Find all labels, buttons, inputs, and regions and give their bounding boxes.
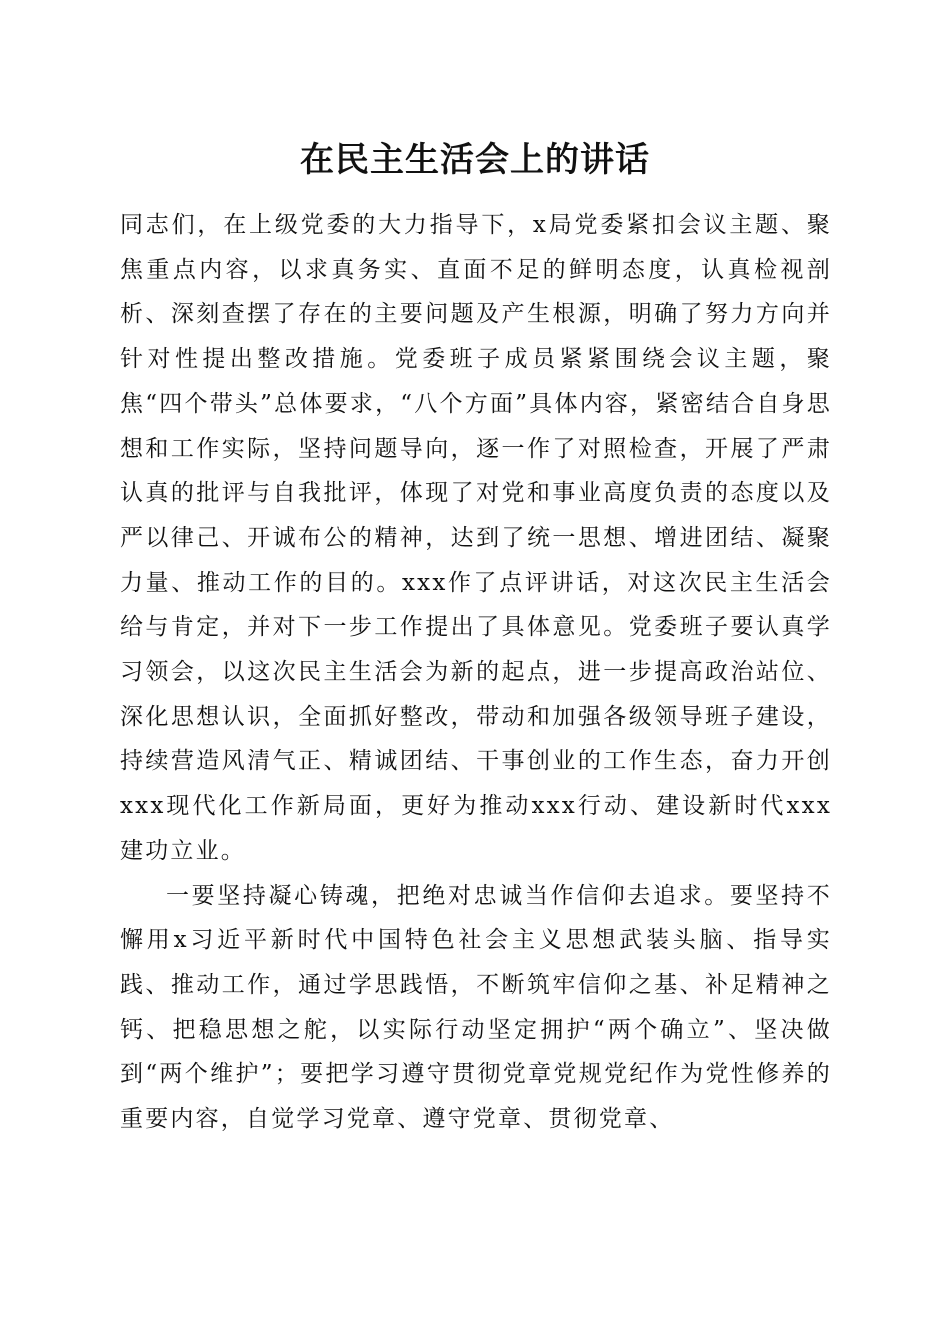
document-title: 在民主生活会上的讲话	[300, 140, 650, 180]
paragraph-opening: 同志们，在上级党委的大力指导下，x局党委紧扣会议主题、聚焦重点内容，以求真务实、直面不足的鲜明态度，认真检视剖析、深刻查摆了存在的主要问题及产生根源，明确了努力方向并针对性提出整改措施。党委班子成员紧紧围绕会议主题，聚焦“四个带头”总体要求，“八个方面”具体内容，紧密结合自身思想和工作实际，坚持问题导向，逐一作了对照检查，开展了严肃认真的批评与自我批评，体现了对党和事业高度负责的态度以及严以律己、开诚布公的精神，达到了统一思想、增进团结、凝聚力量、推动工作的目的。xxx作了点评讲话，对这次民主生活会给与肯定，并对下一步工作提出了具体意见。党委班子要认真学习领会，以这次民主生活会为新的起点，进一步提高政治站位、深化思想认识，全面抓好整改，带动和加强各级领导班子建设，持续营造风清气正、精诚团结、干事创业的工作生态，奋力开创xxx现代化工作新局面，更好为推动xxx行动、建设新时代xxx建功立业。	[120, 212, 832, 864]
paragraph-point-one: 一要坚持凝心铸魂，把绝对忠诚当作信仰去追求。要坚持不懈用x习近平新时代中国特色社会主义思想武装头脑、指导实践、推动工作，通过学思践悟，不断筑牢信仰之基、补足精神之钙、把稳思想之舵，以实际行动坚定拥护“两个确立”、坚决做到“两个维护”；要把学习遵守贯彻党章党规党纪作为党性修养的重要内容，自觉学习党章、遵守党章、贯彻党章、	[120, 882, 832, 1133]
document-body	[120, 203, 832, 1142]
